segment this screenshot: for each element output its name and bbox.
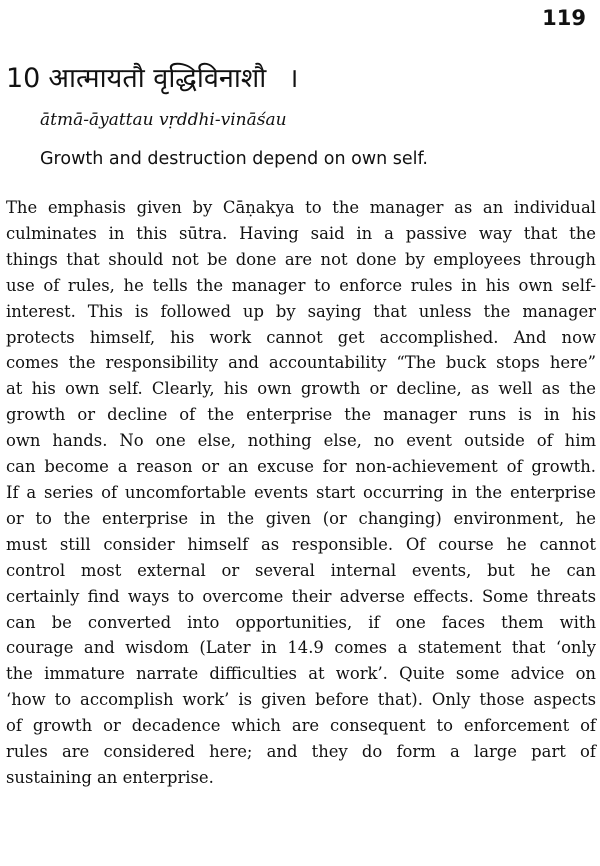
commentary-line: courage and wisdom (Later in 14.9 comes a statement that ‘only <box>6 638 596 658</box>
commentary-line: things that should not be done are not done by employees through <box>6 249 596 269</box>
commentary-paragraph <box>6 195 596 791</box>
commentary-line: culminates in this sūtra. Having said in a passive way that the <box>6 223 596 243</box>
commentary-line: can be converted into opportunities, if one faces them with <box>6 612 596 632</box>
commentary-line: use of rules, he tells the manager to enforce rules in his own self- <box>6 275 596 295</box>
commentary-line: If a series of uncomfortable events start occurring in the enterprise <box>6 482 596 502</box>
commentary-line: protects himself, his work cannot get accomplished. And now <box>6 327 596 347</box>
sutra-number: 10 <box>6 63 41 94</box>
sutra-transliteration: ātmā-āyattau vṛddhi-vināśau <box>40 110 287 130</box>
commentary-line: at his own self. Clearly, his own growth or decline, as well as the <box>6 379 596 399</box>
sutra-danda: । <box>288 63 299 94</box>
commentary-line: or to the enterprise in the given (or changing) environment, he <box>6 508 596 528</box>
commentary-line: of growth or decadence which are consequent to enforcement of <box>6 716 596 736</box>
commentary-line: must still consider himself as responsible. Of course he cannot <box>6 534 596 554</box>
sutra-devanagari: आत्मायतौ वृद्धिविनाशौ <box>48 63 267 94</box>
commentary-line: sustaining an enterprise. <box>6 767 214 787</box>
commentary-line: comes the responsibility and accountability “The buck stops here” <box>6 353 596 373</box>
commentary-line: ‘how to accomplish work’ is given before that). Only those aspects <box>6 690 596 710</box>
commentary-line: the immature narrate difficulties at work’. Quite some advice on <box>6 664 596 684</box>
commentary-line: control most external or several internal events, but he can <box>6 560 596 580</box>
commentary-line: interest. This is followed up by saying that unless the manager <box>6 301 596 321</box>
sutra-translation: Growth and destruction depend on own self. <box>40 149 428 169</box>
page-number: 119 <box>542 6 586 30</box>
sutra-heading <box>6 58 298 95</box>
commentary-line: rules are considered here; and they do form a large part of <box>6 742 596 762</box>
commentary-line: certainly find ways to overcome their adverse effects. Some threats <box>6 586 596 606</box>
commentary-line: own hands. No one else, nothing else, no event outside of him <box>6 431 596 451</box>
commentary-line: The emphasis given by Cāṇakya to the manager as an individual <box>6 198 596 217</box>
commentary-line: can become a reason or an excuse for non-achievement of growth. <box>6 457 596 477</box>
commentary-line: growth or decline of the enterprise the manager runs is in his <box>6 405 596 425</box>
